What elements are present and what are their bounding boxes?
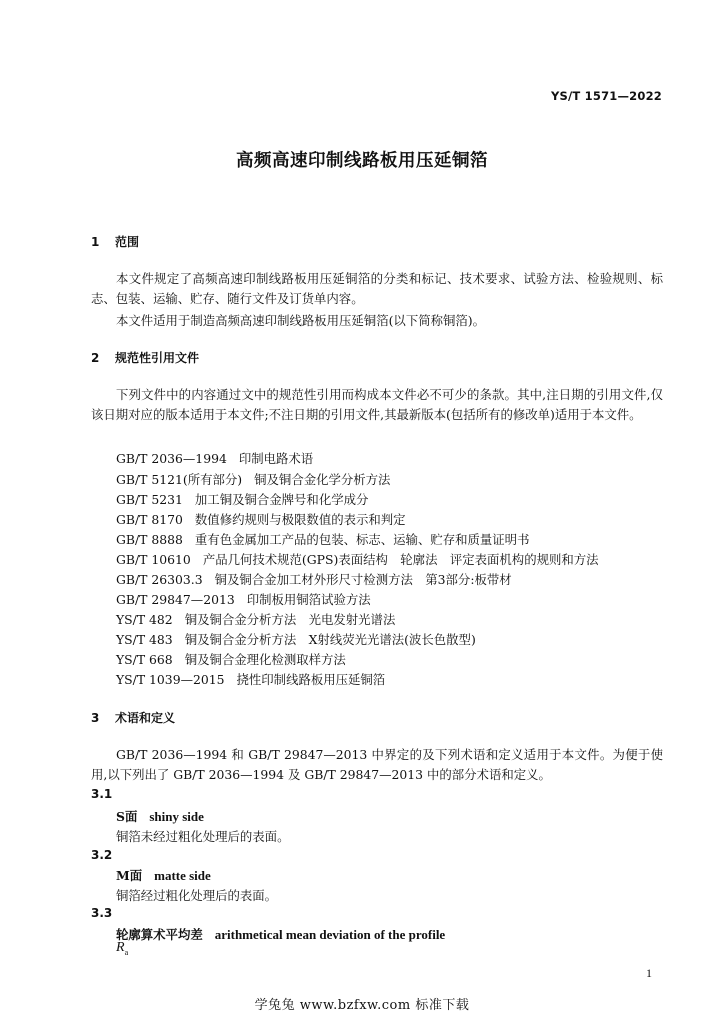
term-number: 3.1 xyxy=(91,787,113,801)
section-3-heading xyxy=(91,709,175,726)
reference-code: GB/T 8888 xyxy=(116,532,183,547)
term-symbol xyxy=(116,940,128,957)
reference-code: GB/T 2036—1994 xyxy=(116,451,227,466)
reference-item xyxy=(116,490,368,508)
reference-title: 铜及铜合金分析方法 X射线荧光光谱法(波长色散型) xyxy=(184,632,476,647)
term-definition: 铜箔经过粗化处理后的表面。 xyxy=(116,888,278,903)
reference-code: GB/T 26303.3 xyxy=(116,572,203,587)
section-title: 术语和定义 xyxy=(115,711,176,725)
section-title: 规范性引用文件 xyxy=(115,351,200,365)
term-number: 3.2 xyxy=(91,848,113,862)
term-en: matte side xyxy=(154,868,211,883)
symbol-letter: R xyxy=(116,940,125,955)
term-zh: M面 xyxy=(116,868,143,883)
footer-watermark: 学兔兔 www.bzfxw.com 标准下载 xyxy=(254,998,470,1013)
reference-code: GB/T 5121(所有部分) xyxy=(116,472,243,487)
reference-title: 铜及铜合金理化检测取样方法 xyxy=(184,652,346,667)
section-1-paragraph-2: 本文件适用于制造高频高速印制线路板用压延铜箔(以下简称铜箔)。 xyxy=(116,313,485,328)
section-number: 1 xyxy=(91,235,100,249)
section-title: 范围 xyxy=(115,235,140,249)
reference-title: 数值修约规则与极限数值的表示和判定 xyxy=(194,512,406,527)
term-en: arithmetical mean deviation of the profile xyxy=(214,927,446,942)
section-number: 2 xyxy=(91,351,100,365)
reference-code: YS/T 482 xyxy=(116,612,173,627)
reference-code: GB/T 8170 xyxy=(116,512,183,527)
term-zh: S面 xyxy=(116,809,138,824)
section-1-paragraph-1: 本文件规定了高频高速印制线路板用压延铜箔的分类和标记、技术要求、试验方法、检验规则、标志、包装、运输、贮存、随行文件及订货单内容。 xyxy=(91,271,663,306)
term-definition: 铜箔未经过粗化处理后的表面。 xyxy=(116,829,290,844)
reference-item xyxy=(116,449,313,467)
reference-code: GB/T 10610 xyxy=(116,552,191,567)
section-2-paragraph-1: 下列文件中的内容通过文中的规范性引用而构成本文件必不可少的条款。其中,注日期的引用文件,仅该日期对应的版本适用于本文件;不注日期的引用文件,其最新版本(包括所有的修改单)适用于本文件。 xyxy=(91,387,663,422)
term-heading xyxy=(116,925,445,943)
reference-title: 印制板用铜箔试验方法 xyxy=(246,592,371,607)
reference-title: 产品几何技术规范(GPS)表面结构 轮廓法 评定表面机构的规则和方法 xyxy=(202,552,599,567)
reference-code: YS/T 483 xyxy=(116,632,173,647)
page-number: 1 xyxy=(646,966,652,980)
reference-title: 铜及铜合金加工材外形尺寸检测方法 第3部分:板带材 xyxy=(214,572,512,587)
reference-item xyxy=(116,610,395,628)
reference-code: GB/T 29847—2013 xyxy=(116,592,235,607)
reference-item xyxy=(116,530,529,548)
term-number: 3.3 xyxy=(91,906,113,920)
term-heading xyxy=(116,807,204,825)
reference-item xyxy=(116,570,512,588)
reference-item xyxy=(116,630,476,648)
reference-item xyxy=(116,550,599,568)
reference-item xyxy=(116,590,371,608)
reference-title: 挠性印制线路板用压延铜箔 xyxy=(236,672,386,687)
reference-item xyxy=(116,470,390,488)
reference-title: 铜及铜合金化学分析方法 xyxy=(254,472,391,487)
section-3-paragraph-1: GB/T 2036—1994 和 GB/T 29847—2013 中界定的及下列术语和定义适用于本文件。为便于使用,以下列出了 GB/T 2036—1994 及 GB/T 29847—2013 中的部分术语和定义。 xyxy=(91,747,663,782)
document-title: 高频高速印制线路板用压延铜箔 xyxy=(236,151,488,171)
reference-code: GB/T 5231 xyxy=(116,492,183,507)
section-1-heading xyxy=(91,233,139,250)
reference-item xyxy=(116,670,385,688)
term-heading xyxy=(116,866,211,884)
reference-code: YS/T 668 xyxy=(116,652,173,667)
reference-title: 重有色金属加工产品的包装、标志、运输、贮存和质量证明书 xyxy=(194,532,530,547)
term-en: shiny side xyxy=(149,809,204,824)
reference-title: 印制电路术语 xyxy=(238,451,314,466)
section-number: 3 xyxy=(91,711,100,725)
reference-title: 铜及铜合金分析方法 光电发射光谱法 xyxy=(184,612,396,627)
reference-code: YS/T 1039—2015 xyxy=(116,672,225,687)
reference-item xyxy=(116,510,406,528)
reference-item xyxy=(116,650,346,668)
term-zh: 轮廓算术平均差 xyxy=(116,927,203,942)
section-2-heading xyxy=(91,349,199,366)
reference-title: 加工铜及铜合金牌号和化学成分 xyxy=(194,492,369,507)
symbol-subscript: a xyxy=(124,947,129,957)
standard-code: YS/T 1571—2022 xyxy=(551,89,662,103)
